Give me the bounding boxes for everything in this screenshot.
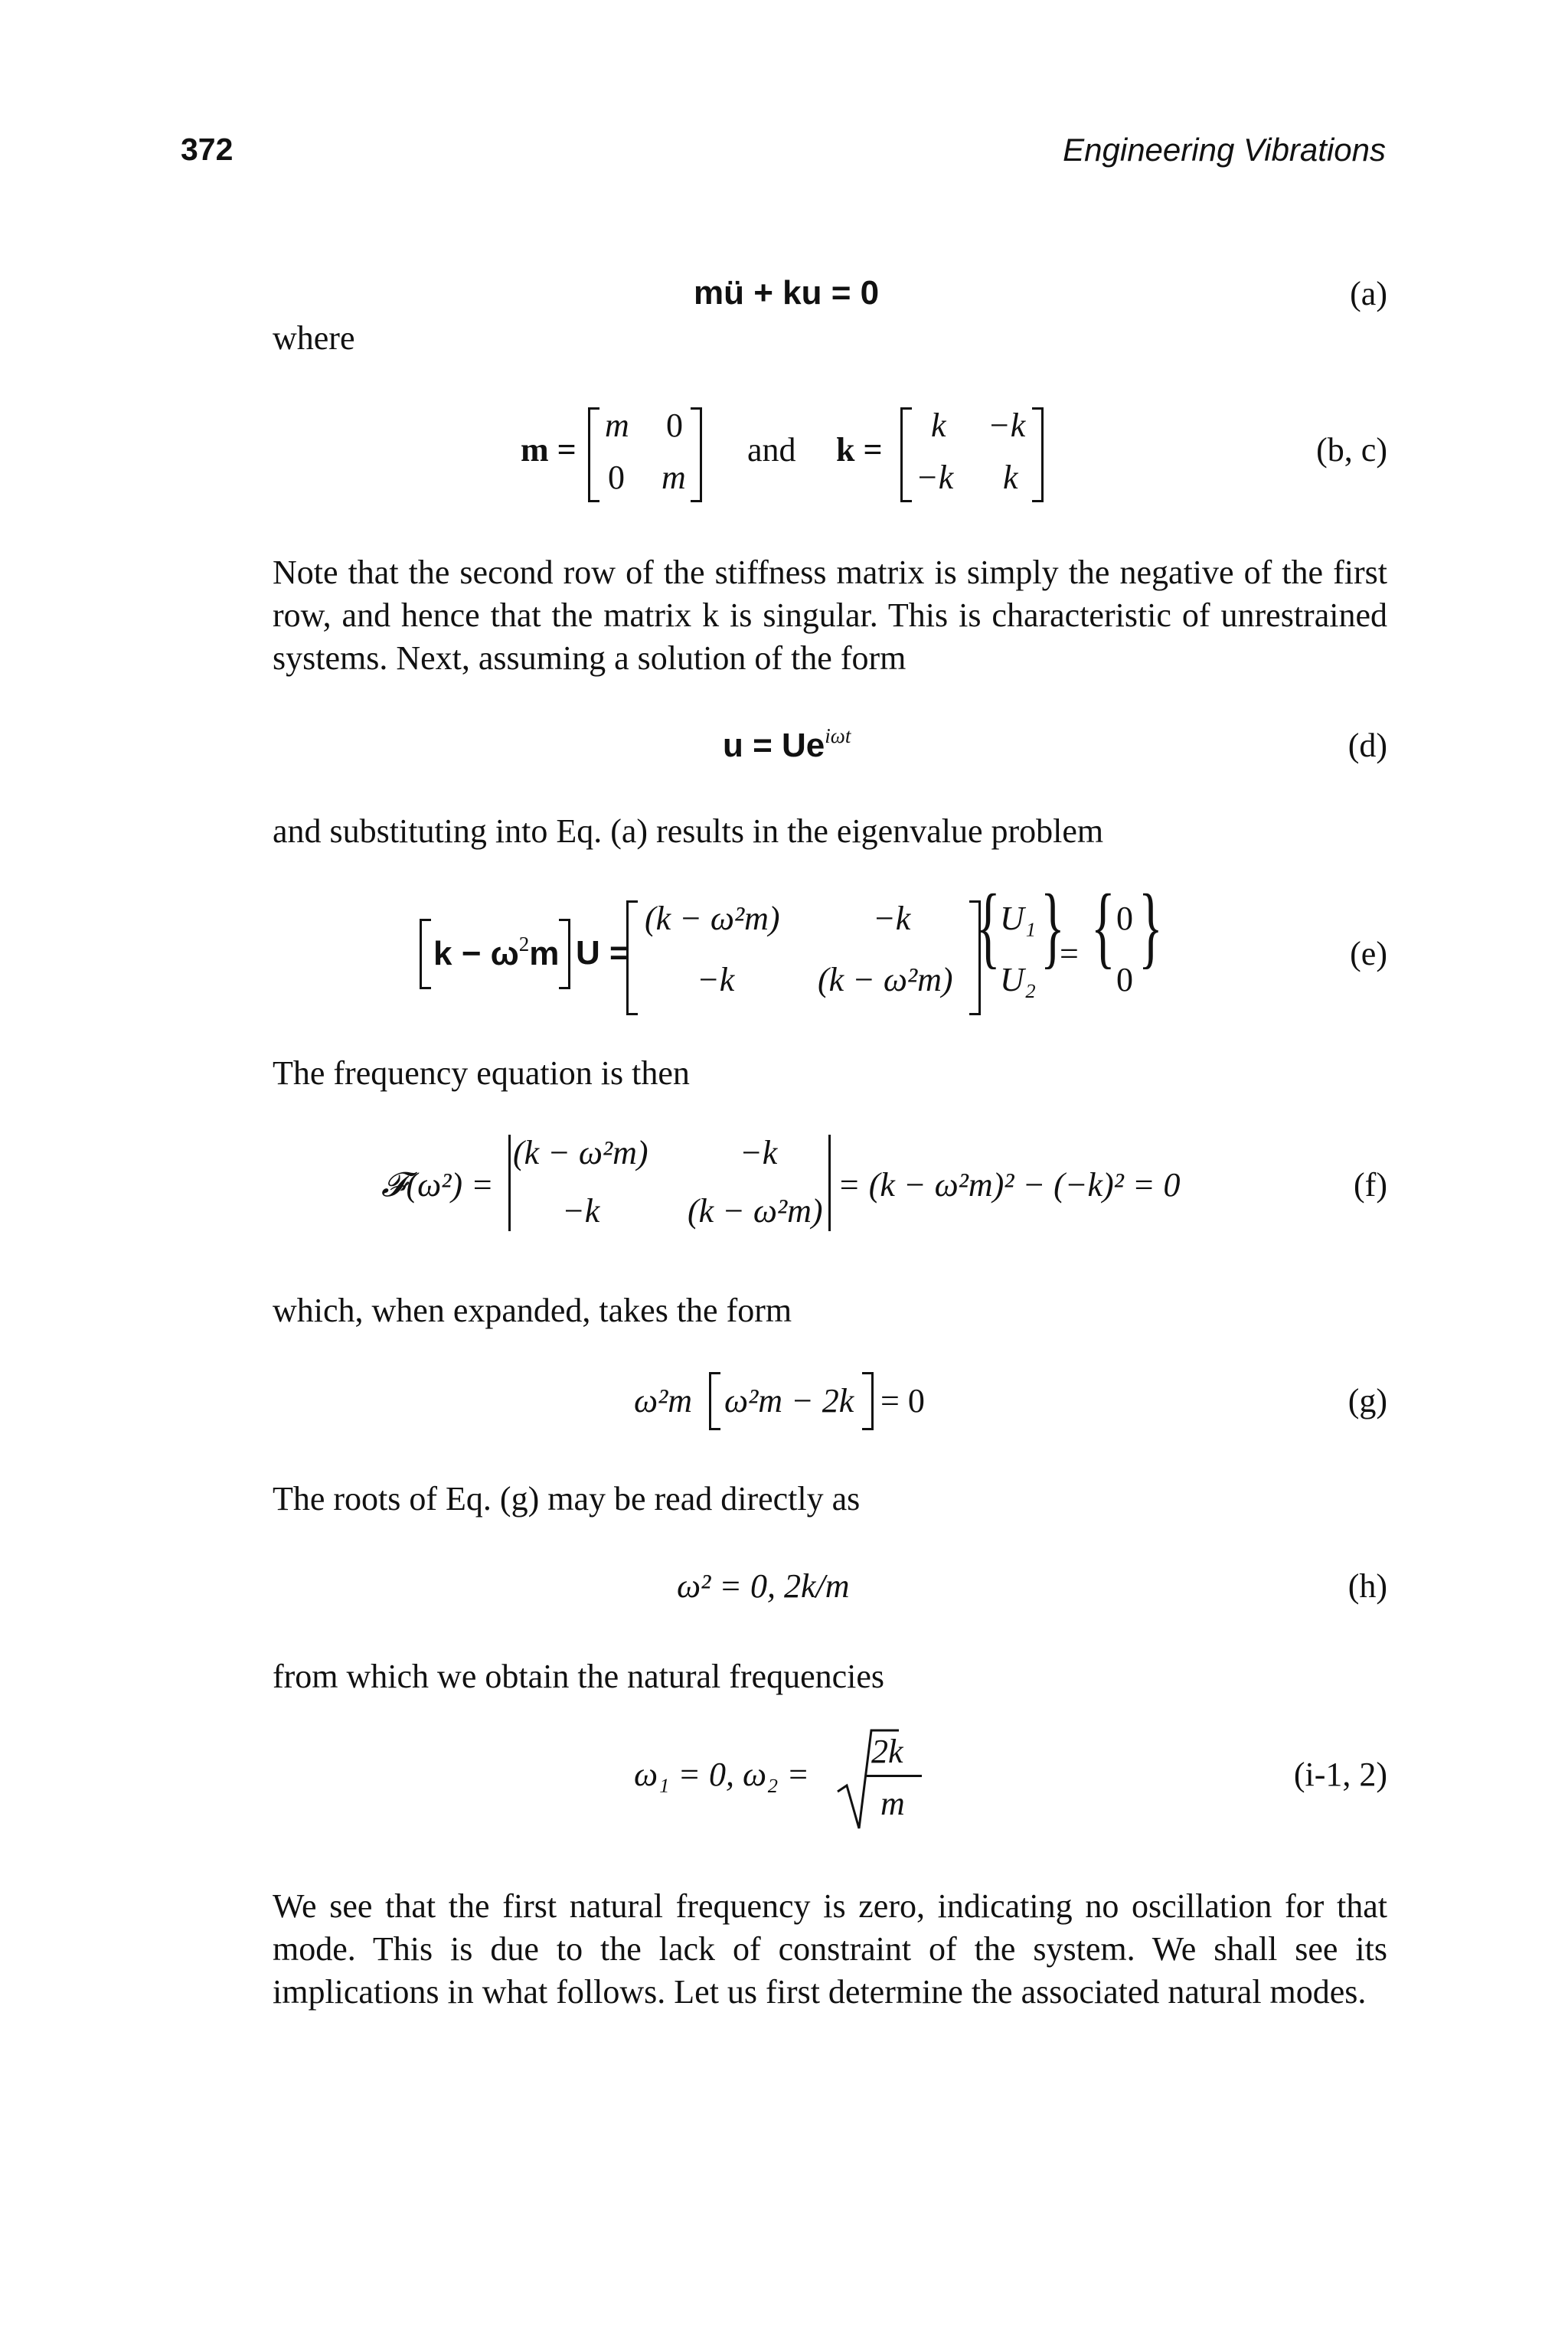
determinant-right-bar <box>828 1135 831 1231</box>
sqrt-numerator: 2k <box>871 1733 903 1770</box>
paragraph-text: and substituting into Eq. (a) results in the eigenvalue problem <box>273 812 1104 850</box>
e-matrix-cell: (k − ω²m) <box>818 961 953 998</box>
operator-left-bracket <box>420 919 431 989</box>
vector-left-brace: { <box>975 875 1001 977</box>
k-matrix-cell: −k <box>988 407 1026 444</box>
equation-g-inner: ω²m − 2k <box>724 1382 854 1420</box>
natural-frequencies: ω₁ = 0, ω₂ = <box>634 1756 810 1793</box>
determinant-cell: (k − ω²m) <box>513 1134 648 1171</box>
paragraph-text: Note that the second row of the stiffness matrix is simply the negative of the first row, and hence that the matrix k is singular. This is characteristic of unrestrained systems. Next, assuming a solution of the form <box>273 554 1387 677</box>
k-matrix-cell: k <box>1003 459 1018 496</box>
paragraph <box>273 1478 1387 1521</box>
text-and: and <box>747 431 796 469</box>
determinant-cell: −k <box>562 1192 600 1230</box>
equation-g-right-bracket <box>862 1372 874 1430</box>
paragraph <box>273 1052 1387 1095</box>
operator-U: U = <box>576 934 629 972</box>
paragraph <box>273 551 1387 680</box>
equation-tag-bc: (b, c) <box>1316 431 1387 469</box>
rhs-cell: 0 <box>1116 900 1133 937</box>
k-matrix-right-bracket <box>1032 407 1044 502</box>
operator-m: m <box>529 935 560 972</box>
k-matrix-label: k = <box>836 431 883 469</box>
equation-g-left-bracket <box>709 1372 720 1430</box>
e-matrix-left-bracket <box>626 900 638 1015</box>
text-where: where <box>273 319 355 357</box>
paragraph <box>273 1885 1387 2014</box>
equation-tag-f: (f) <box>1354 1166 1387 1204</box>
m-matrix-left-bracket <box>588 407 599 502</box>
frequency-function: 𝓕(ω²) = <box>381 1166 494 1204</box>
operator-k: k − ω <box>433 935 519 972</box>
paragraph-text: We see that the first natural frequency is zero, indicating no oscillation for that mode. This is due to the lack of constraint of the system. We shall see its implications in what follows. Let us first determine the associated natural modes. <box>273 1887 1387 2011</box>
vector-right-brace: } <box>1040 875 1065 977</box>
paragraph <box>273 1655 1387 1698</box>
fraction-bar <box>867 1775 922 1777</box>
equation-tag-g: (g) <box>1348 1382 1387 1420</box>
equation-d <box>723 726 851 765</box>
equation-a: mü + ku = 0 <box>694 274 880 312</box>
determinant-left-bar <box>508 1135 511 1231</box>
equals-sign: = <box>1060 935 1079 972</box>
paragraph-text: The frequency equation is then <box>273 1054 690 1092</box>
frequency-equation-rhs: = (k − ω²m)² − (−k)² = 0 <box>838 1166 1181 1204</box>
equation-d-expr: u = Ue <box>723 727 825 764</box>
m-matrix-cell: 0 <box>608 459 625 496</box>
m-matrix-cell: m <box>605 407 629 444</box>
e-matrix-cell: −k <box>873 900 911 937</box>
e-matrix-cell: −k <box>697 961 735 998</box>
equation-tag-d: (d) <box>1348 727 1387 764</box>
m-matrix-right-bracket <box>691 407 702 502</box>
running-title: Engineering Vibrations <box>1063 132 1386 168</box>
page-number: 372 <box>181 132 234 167</box>
sqrt-denominator: m <box>880 1785 905 1822</box>
equation-d-exponent: iωt <box>825 724 851 747</box>
paragraph-text: from which we obtain the natural frequencies <box>273 1658 885 1695</box>
operator-expr: $k - \omega^2m$ <box>433 933 560 972</box>
paragraph-text: which, when expanded, takes the form <box>273 1292 792 1329</box>
m-matrix-cell: m <box>662 459 686 496</box>
operator-right-bracket <box>559 919 570 989</box>
rhs-cell: 0 <box>1116 961 1133 998</box>
m-matrix-label: m = <box>521 431 577 469</box>
vector-cell: U₂ <box>1000 961 1037 998</box>
k-matrix-left-bracket <box>900 407 912 502</box>
vector-cell: U₁ <box>1000 900 1037 937</box>
equation-tag-h: (h) <box>1348 1567 1387 1605</box>
equation-g-pre: ω²m <box>634 1382 693 1420</box>
paragraph <box>273 810 1387 853</box>
m-matrix-cell: 0 <box>666 407 683 444</box>
equation-h: ω² = 0, 2k/m <box>677 1567 850 1605</box>
rhs-left-brace: { <box>1090 875 1116 977</box>
paragraph <box>273 1289 1387 1332</box>
determinant-cell: (k − ω²m) <box>688 1192 823 1230</box>
determinant-cell: −k <box>740 1134 778 1171</box>
k-matrix-cell: −k <box>916 459 954 496</box>
equation-tag-i: (i-1, 2) <box>1293 1756 1387 1793</box>
paragraph-text: The roots of Eq. (g) may be read directly as <box>273 1480 861 1518</box>
equation-g-post: = 0 <box>880 1382 925 1420</box>
e-matrix-cell: (k − ω²m) <box>645 900 780 937</box>
rhs-right-brace: } <box>1138 875 1163 977</box>
equation-tag-a: (a) <box>1350 275 1387 312</box>
k-matrix-cell: k <box>931 407 946 444</box>
equation-tag-e: (e) <box>1350 935 1387 972</box>
